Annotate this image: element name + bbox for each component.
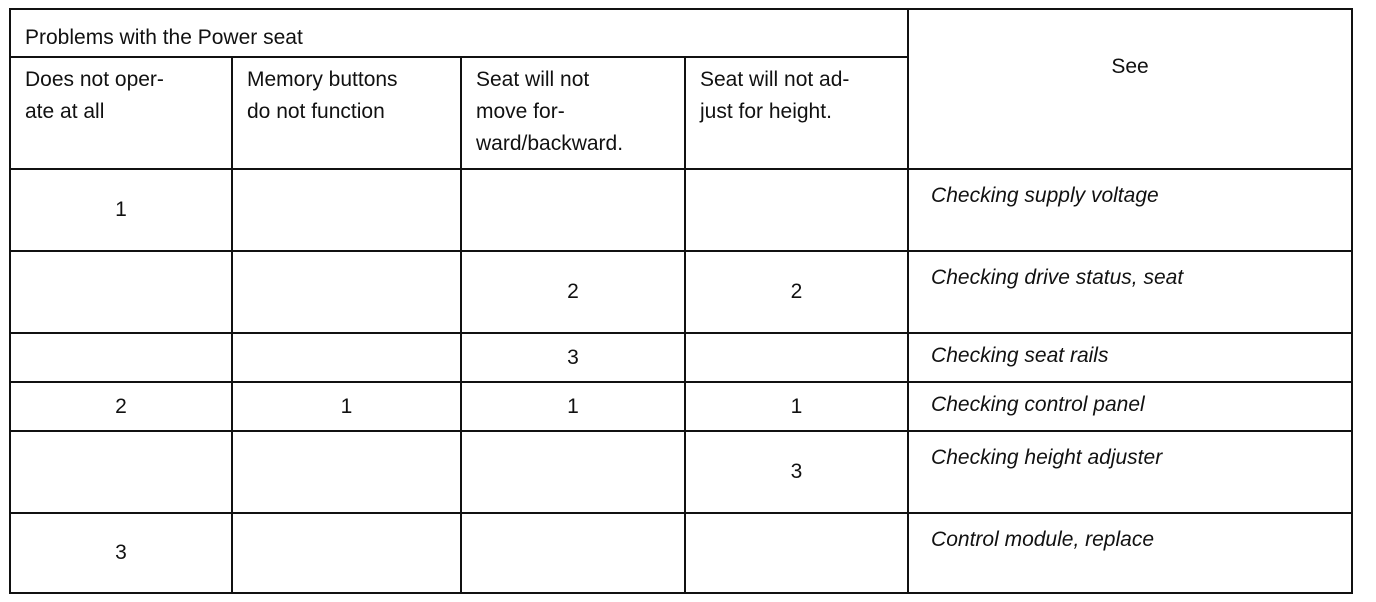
cell-memory-buttons <box>232 431 461 513</box>
table-title-row <box>10 9 1352 57</box>
cell-height <box>685 513 908 593</box>
table-row <box>10 169 1352 251</box>
cell-memory-buttons <box>232 513 461 593</box>
column-header-memory-buttons: Memory buttons do not function <box>232 57 461 169</box>
cell-memory-buttons: 1 <box>232 382 461 431</box>
see-reference: Checking seat rails <box>908 333 1352 382</box>
column-header-height: Seat will not ad- just for height. <box>685 57 908 169</box>
table-title: Problems with the Power seat <box>10 9 908 57</box>
table-row <box>10 251 1352 333</box>
cell-forward-backward: 1 <box>461 382 685 431</box>
cell-height: 1 <box>685 382 908 431</box>
see-reference: Checking supply voltage <box>908 169 1352 251</box>
see-reference: Checking drive status, seat <box>908 251 1352 333</box>
table-row <box>10 333 1352 382</box>
table-row <box>10 382 1352 431</box>
see-column-header: See <box>908 9 1352 169</box>
cell-memory-buttons <box>232 251 461 333</box>
cell-height: 2 <box>685 251 908 333</box>
cell-forward-backward: 3 <box>461 333 685 382</box>
cell-does-not-operate <box>10 333 232 382</box>
cell-forward-backward <box>461 169 685 251</box>
cell-forward-backward: 2 <box>461 251 685 333</box>
table-row <box>10 431 1352 513</box>
cell-does-not-operate: 1 <box>10 169 232 251</box>
cell-does-not-operate <box>10 251 232 333</box>
cell-forward-backward <box>461 431 685 513</box>
cell-height <box>685 333 908 382</box>
power-seat-troubleshooting-table <box>9 8 1353 594</box>
cell-does-not-operate <box>10 431 232 513</box>
cell-memory-buttons <box>232 169 461 251</box>
cell-memory-buttons <box>232 333 461 382</box>
table-row <box>10 513 1352 593</box>
see-reference: Control module, replace <box>908 513 1352 593</box>
cell-forward-backward <box>461 513 685 593</box>
cell-does-not-operate: 2 <box>10 382 232 431</box>
column-header-does-not-operate: Does not oper- ate at all <box>10 57 232 169</box>
cell-height <box>685 169 908 251</box>
cell-height: 3 <box>685 431 908 513</box>
see-reference: Checking height adjuster <box>908 431 1352 513</box>
column-header-forward-backward: Seat will not move for- ward/backward. <box>461 57 685 169</box>
cell-does-not-operate: 3 <box>10 513 232 593</box>
see-reference: Checking control panel <box>908 382 1352 431</box>
